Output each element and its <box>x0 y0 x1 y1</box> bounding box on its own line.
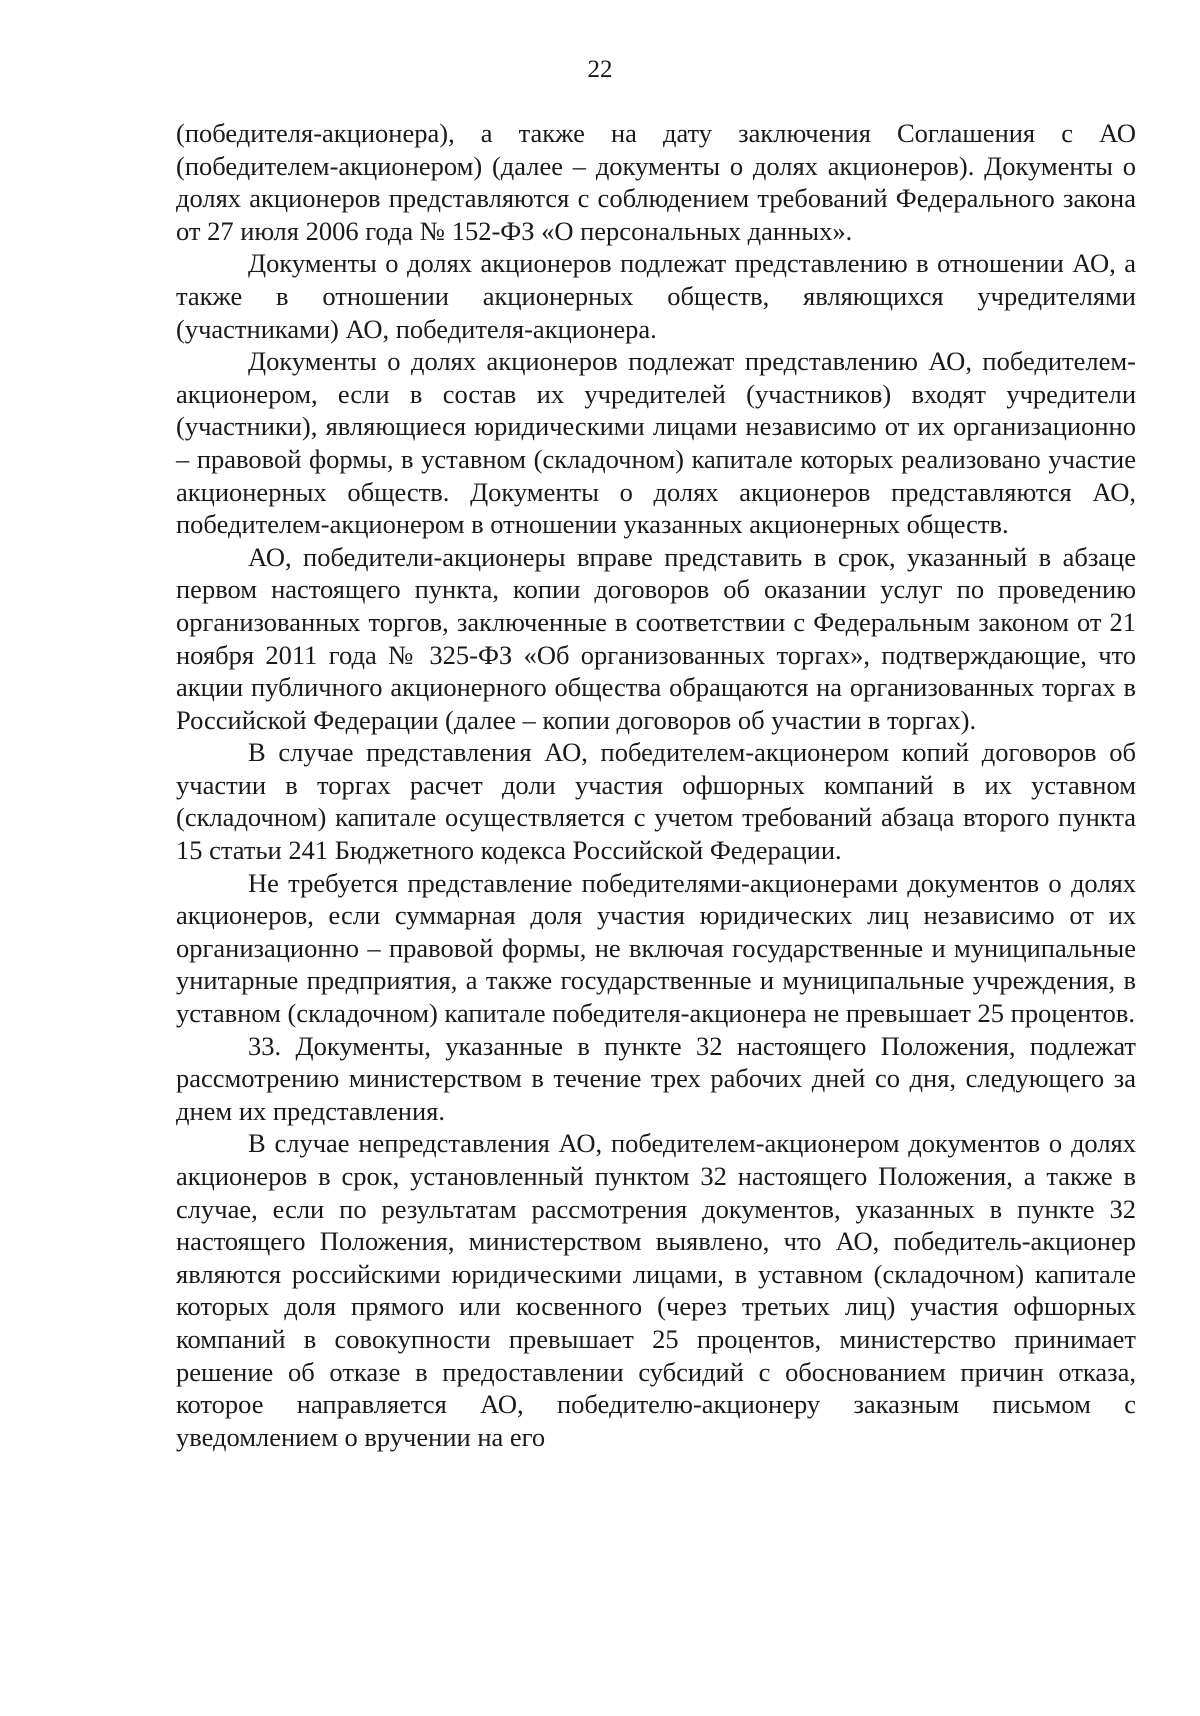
paragraph-offshore-share-calculation: В случае представления АО, победителем-акционером копий договоров об участии в торгах расчет доли участия офшорных компаний в их уставном (складочном) капитале осуществляется с учетом требований абзаца второго пункта 15 статьи 241 Бюджетного кодекса Российской Федерации. <box>176 737 1136 866</box>
paragraph-refusal: В случае непредставления АО, победителем-акционером документов о долях акционеров в срок, установленный пунктом 32 настоящего Положения, а также в случае, если по результатам рассмотрения документов, указанных в пункте 32 настоящего Положения, министерством выявлено, что АО, победитель-акционер являются российскими юридическими лицами, в уставном (складочном) капитале которых доля прямого или косвенного (через третьих лиц) участия офшорных компаний в совокупности превышает 25 процентов, министерство принимает решение об отказе в предоставлении субсидий с обоснованием причин отказа, которое направляется АО, победителю-акционеру заказным письмом с уведомлением о вручении на его <box>176 1128 1136 1452</box>
document-body <box>176 117 1136 1453</box>
page-number: 22 <box>587 56 613 83</box>
paragraph-not-required: Не требуется представление победителями-акционерами документов о долях акционеров, если суммарная доля участия юридических лиц независимо от их организационно – правовой формы, не включая государственные и муниципальные унитарные предприятия, а также государственные и муниципальные учреждения, в уставном (складочном) капитале победителя-акционера не превышает 25 процентов. <box>176 867 1136 1029</box>
paragraph-clause-33: 33. Документы, указанные в пункте 32 настоящего Положения, подлежат рассмотрению министерством в течение трех рабочих дней со дня, следующего за днем их представления. <box>176 1030 1136 1126</box>
paragraph-trading-contracts: АО, победители-акционеры вправе представить в срок, указанный в абзаце первом настоящего пункта, копии договоров об оказании услуг по проведению организованных торгов, заключенные в соответствии с Федеральным законом от 21 ноября 2011 года № 325-ФЗ «Об организованных торгах», подтверждающие, что акции публичного акционерного общества обращаются на организованных торгах в Российской Федерации (далее – копии договоров об участии в торгах). <box>176 541 1136 735</box>
paragraph-continuation: (победителя-акционера), а также на дату заключения Соглашения с АО (победителем-акционером) (далее – документы о долях акционеров). Документы о долях акционеров представляются с соблюдением требований Федерального закона от 27 июля 2006 года № 152-ФЗ «О персональных данных». <box>176 118 1136 246</box>
paragraph-shareholder-docs-founders: Документы о долях акционеров подлежат представлению АО, победителем-акционером, если в состав их учредителей (участников) входят учредители (участники), являющиеся юридическими лицами независимо от их организационно – правовой формы, в уставном (складочном) капитале которых реализовано участие акционерных обществ. Документы о долях акционеров представляются АО, победителем-акционером в отношении указанных акционерных обществ. <box>176 346 1136 540</box>
paragraph-shareholder-docs-scope: Документы о долях акционеров подлежат представлению в отношении АО, а также в отношении акционерных обществ, являющихся учредителями (участниками) АО, победителя-акционера. <box>176 248 1136 344</box>
